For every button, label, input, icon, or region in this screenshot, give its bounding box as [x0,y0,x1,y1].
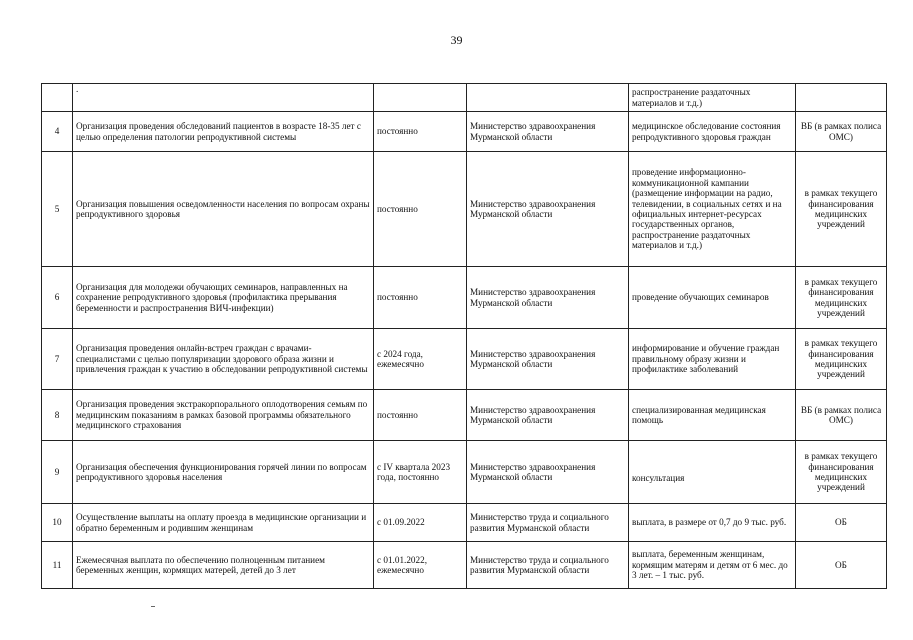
executor-cell: Министерство здравоохранения Мурманской области [467,152,629,267]
term-cell: постоянно [374,390,467,441]
term-cell: с 2024 года, ежемесячно [374,329,467,390]
result-cell: информирование и обучение граждан правильному образу жизни и профилактике заболеваний [629,329,796,390]
row-number: 4 [42,112,73,152]
executor-cell: Министерство здравоохранения Мурманской области [467,329,629,390]
table-row [42,112,887,152]
row-number: 10 [42,504,73,542]
table-row [42,441,887,504]
table-row [42,390,887,441]
row-number: 7 [42,329,73,390]
executor-cell: Министерство здравоохранения Мурманской области [467,267,629,329]
activity-cell: . [73,84,374,112]
funding-cell: ВБ (в рамках полиса ОМС) [796,390,887,441]
row-number: 8 [42,390,73,441]
funding-cell [796,84,887,112]
result-cell: проведение информационно-коммуникационной кампании (размещение информации на радио, телевидении, в социальных сетях и на официальных интернет-ресурсах государственных органов, распространение раздаточных материалов и т.д.) [629,152,796,267]
executor-cell: Министерство здравоохранения Мурманской области [467,112,629,152]
table-row [42,542,887,589]
activity-cell: Организация повышения осведомленности населения по вопросам охраны репродуктивного здоровья [73,152,374,267]
table-row [42,84,887,112]
term-cell: постоянно [374,112,467,152]
funding-cell: ОБ [796,504,887,542]
scan-mark [151,606,155,607]
activity-cell: Организация проведения экстракорпорального оплодотворения семьям по медицинским показаниям в рамках базовой программы обязательного медицинского страхования [73,390,374,441]
row-number: 9 [42,441,73,504]
result-cell: медицинское обследование состояния репродуктивного здоровья граждан [629,112,796,152]
activities-table [41,83,887,589]
page-number: 39 [450,33,463,47]
executor-cell: Министерство здравоохранения Мурманской области [467,390,629,441]
table-row [42,152,887,267]
executor-cell: Министерство здравоохранения Мурманской области [467,441,629,504]
term-cell: с 01.09.2022 [374,504,467,542]
result-cell: консультация [629,441,796,504]
executor-cell: Министерство труда и социального развития Мурманской области [467,504,629,542]
term-cell: постоянно [374,267,467,329]
funding-cell: в рамках текущего финансирования медицинских учреждений [796,267,887,329]
activity-cell: Организация проведения онлайн-встреч граждан с врачами-специалистами с целью популяризации здорового образа жизни и привлечения граждан к участию в обследовании репродуктивной системы [73,329,374,390]
row-number: 5 [42,152,73,267]
table-row [42,267,887,329]
activity-cell: Организация обеспечения функционирования горячей линии по вопросам репродуктивного здоровья населения [73,441,374,504]
result-cell: выплата, беременным женщинам, кормящим матерям и детям от 6 мес. до 3 лет. – 1 тыс. руб. [629,542,796,589]
activity-cell: Ежемесячная выплата по обеспечению полноценным питанием беременных женщин, кормящих матерей, детей до 3 лет [73,542,374,589]
result-cell: специализированная медицинская помощь [629,390,796,441]
executor-cell [467,84,629,112]
term-cell: с 01.01.2022, ежемесячно [374,542,467,589]
term-cell: постоянно [374,152,467,267]
funding-cell: ВБ (в рамках полиса ОМС) [796,112,887,152]
result-cell: проведение обучающих семинаров [629,267,796,329]
table-row [42,329,887,390]
funding-cell: в рамках текущего финансирования медицинских учреждений [796,329,887,390]
row-number: 6 [42,267,73,329]
funding-cell: в рамках текущего финансирования медицинских учреждений [796,152,887,267]
funding-cell: ОБ [796,542,887,589]
activity-cell: Осуществление выплаты на оплату проезда в медицинские организации и обратно беременным и родившим женщинам [73,504,374,542]
executor-cell: Министерство труда и социального развития Мурманской области [467,542,629,589]
result-cell: распространение раздаточных материалов и т.д.) [629,84,796,112]
row-number [42,84,73,112]
row-number: 11 [42,542,73,589]
term-cell [374,84,467,112]
table-row [42,504,887,542]
funding-cell: в рамках текущего финансирования медицинских учреждений [796,441,887,504]
activity-cell: Организация для молодежи обучающих семинаров, направленных на сохранение репродуктивного здоровья (профилактика прерывания беременности и распространения ВИЧ-инфекции) [73,267,374,329]
result-cell: выплата, в размере от 0,7 до 9 тыс. руб. [629,504,796,542]
activity-cell: Организация проведения обследований пациентов в возрасте 18-35 лет с целью определения патологии репродуктивной системы [73,112,374,152]
term-cell: с IV квартала 2023 года, постоянно [374,441,467,504]
